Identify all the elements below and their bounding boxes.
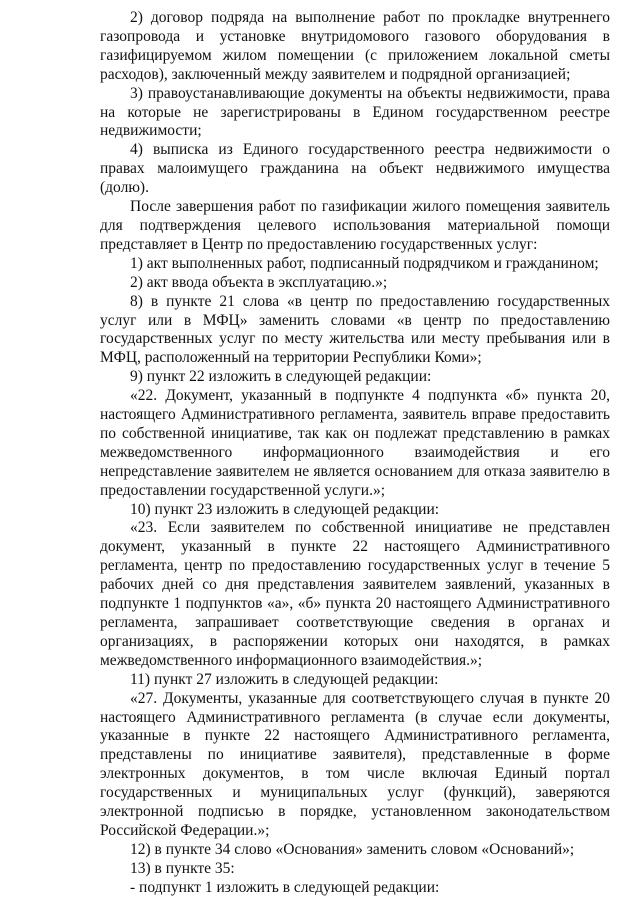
paragraph-item-12: 12) в пункте 34 слово «Основания» заменить словом «Оснований»; <box>130 840 575 858</box>
paragraph-works-act: 1) акт выполненных работ, подписанный подрядчиком и гражданином; <box>130 254 599 272</box>
paragraph-item-9: 9) пункт 22 изложить в следующей редакции: <box>130 368 432 386</box>
paragraph-contract: 2) договор подряда на выполнение работ по прокладке внутреннего газопровода и установке внутридомового газового оборудования в газифицируемом жилом помещении (с приложением локальной сметы расходов), заключенный между заявителем и подрядной организацией; <box>100 9 610 83</box>
paragraph-item-11: 11) пункт 27 изложить в следующей редакции: <box>130 670 439 688</box>
paragraph-after-works: После завершения работ по газификации жилого помещения заявитель для подтверждения целевого использования материальной помощи представляет в Центр по предоставлению государственных услуг: <box>100 198 610 253</box>
paragraph-commissioning-act: 2) акт ввода объекта в эксплуатацию.»; <box>130 273 388 291</box>
paragraph-clause-23: «23. Если заявителем по собственной инициативе не представлен документ, указанный в пункте 22 настоящего Административного регламента, центр по предоставлению государственных услуг в течение 5 рабочих дней со дня представления заявителем заявлений, указанных в подпункте 1 подпунктов «а», «б» пункта 20 настоящего Административного регламента, запрашивает соответствующие сведения в органах и организациях, в распоряжении которых они находятся, в рамках межведомственного информационного взаимодействия.»; <box>100 519 610 669</box>
paragraph-item-13: 13) в пункте 35: <box>130 859 235 877</box>
paragraph-item-10: 10) пункт 23 изложить в следующей редакции: <box>130 500 440 518</box>
paragraph-subitem-1: - подпункт 1 изложить в следующей редакции: <box>130 878 440 896</box>
paragraph-registry-extract: 4) выписка из Единого государственного реестра недвижимости о правах малоимущего гражданина на объект недвижимого имущества (долю). <box>100 141 610 197</box>
paragraph-title-documents: 3) правоустанавливающие документы на объекты недвижимости, права на которые не зарегистрированы в Едином государственном реестре недвижимости; <box>100 84 610 140</box>
paragraph-clause-27: «27. Документы, указанные для соответствующего случая в пункте 20 настоящего Административного регламента (в случае если документы, указанные в пункте 22 настоящего Административного регламента, представлены по инициативе заявителя), представленные в форме электронных документов, в том числе включая Единый портал государственных и муниципальных услуг (функций), заверяются электронной подписью в порядке, установленном законодательством Российской Федерации.»; <box>100 689 610 839</box>
paragraph-clause-22: «22. Документ, указанный в подпункте 4 подпункта «б» пункта 20, настоящего Административного регламента, заявитель вправе предоставить по собственной инициативе, так как он подлежат представлению в рамках межведомственного информационного взаимодействия и его непредставление заявителем не является основанием для отказа заявителю в предоставлении государственной услуги.»; <box>100 387 610 499</box>
paragraph-item-8: 8) в пункте 21 слова «в центр по предоставлению государственных услуг или в МФЦ» заменить словами «в центр по предоставлению государственных услуг по месту жительства или месту пребывания или в МФЦ, расположенный на территории Республики Коми»; <box>100 292 610 367</box>
